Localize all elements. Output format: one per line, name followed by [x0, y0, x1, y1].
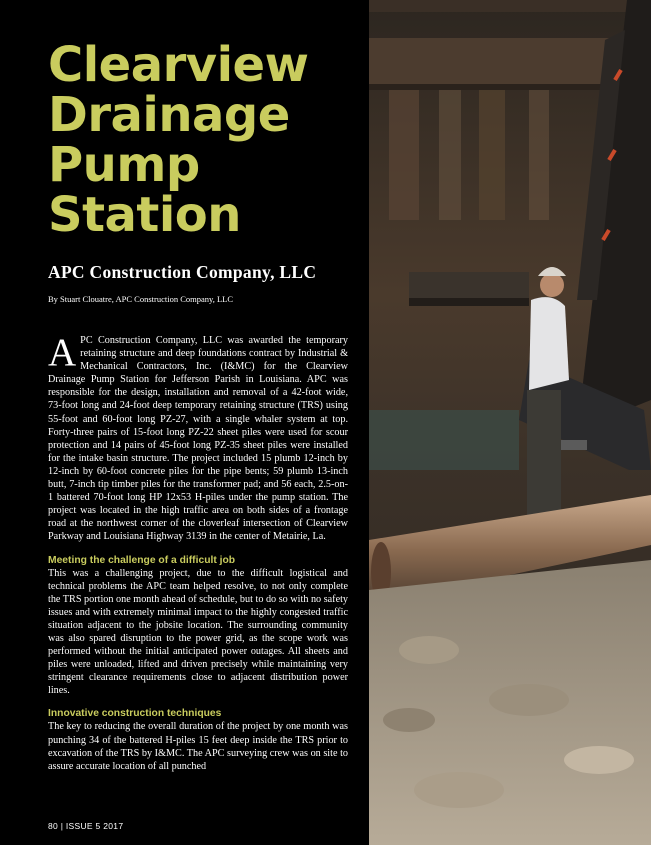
section-paragraph: This was a challenging project, due to the difficult logistical and technical problems the APC team helped resolve, to not only complete the TRS portion one month ahead of schedule, but to do so with no safety issues and with extremely minimal impact to the highly congested traffic situation adjacent to the jobsite location. The surrounding community was also spared disruption to the power grid, as the scope work was performed without the initial anticipated power outages. All sheets and piles were unloaded, lifted and driven precisely while maintaining very stringent clearance requirements close to adjacent distribution power lines.	[48, 567, 349, 697]
sheet-pile	[439, 90, 461, 220]
title-line: Clearview	[48, 37, 309, 93]
soil-clump	[383, 708, 435, 732]
sheet-pile	[529, 90, 549, 220]
byline: By Stuart Clouatre, APC Construction Company, LLC	[48, 294, 234, 304]
soil-clump	[489, 684, 569, 716]
sheet-pile	[389, 90, 419, 220]
article-title	[48, 37, 309, 243]
section-paragraph: The key to reducing the overall duration of the project by one month was punching 34 of the battered H-piles 15 feet deep inside the TRS prior to excavation of the TRS by I&MC. The APC surveying crew was on site to assure accurate location of all punched	[48, 721, 348, 772]
soil-clump	[414, 772, 504, 808]
article-subtitle: APC Construction Company, LLC	[48, 262, 317, 282]
section-heading: Meeting the challenge of a difficult job	[48, 554, 236, 566]
worker-shirt	[529, 297, 569, 390]
steel-beam	[409, 272, 529, 298]
soil-clump	[399, 636, 459, 664]
worker-legs	[527, 390, 561, 520]
worker-head	[540, 273, 564, 297]
timber-waler	[369, 0, 651, 12]
title-line: Pump	[48, 137, 200, 193]
drop-cap: A	[48, 331, 77, 374]
steel-beam	[409, 298, 529, 306]
sheet-pile	[479, 90, 505, 220]
intro-text: PC Construction Company, LLC was awarded the temporary retaining structure and deep foundations contract by Industrial & Mechanical Contractors, Inc. (I&MC) for the Clearview Drainage Pump Station for Jefferson Parish in Louisiana. APC was responsible for the design, installation and removal of a 42-foot wide, 73-foot long and 24-foot deep temporary retaining structure (TRS) using 55-foot and 60-foot long PZ-27, with a single whaler system at top. Forty-three pairs of 15-foot long PZ-22 sheet piles were used for scour protection and 14 pairs of 45-foot long PZ-35 sheet piles were installed for the intake basin structure. The project included 15 plumb 12-inch by 12-inch by 60-foot concrete piles for the pipe bents; 59 plumb 13-inch butt, 7-inch tip timber piles for the transformer pad; and 56 each, 2.5-on-1 battered 70-foot long HP 12x53 H-piles under the pump station. The project was located in the high traffic area on both sides of a frontage road at the northwest corner of the cloverleaf intersection of Clearview Parkway and Louisiana Highway 3139 in the center of Metairie, La.	[48, 335, 348, 543]
section-heading: Innovative construction techniques	[48, 708, 222, 720]
title-line: Station	[48, 187, 241, 243]
title-line: Drainage	[48, 87, 290, 143]
intro-paragraph	[48, 331, 348, 544]
article-body	[48, 331, 349, 773]
water	[369, 410, 519, 470]
construction-site-photo	[369, 0, 651, 845]
soil-clump	[564, 746, 634, 774]
page-folio: 80 | ISSUE 5 2017	[48, 821, 124, 831]
